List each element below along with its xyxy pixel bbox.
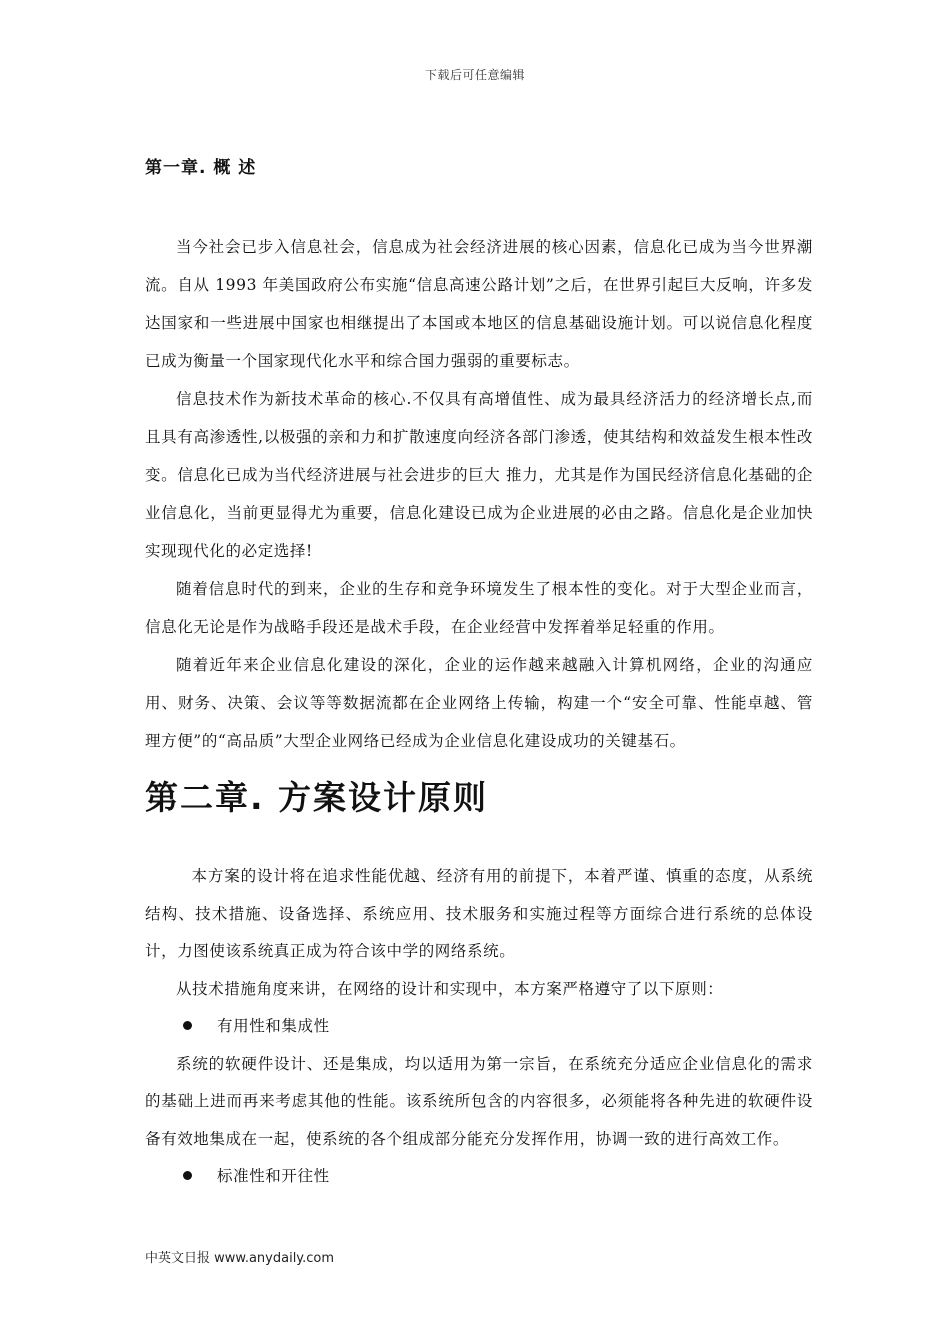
- chapter-2-body: [145, 858, 813, 1196]
- bullet-item: [145, 1008, 813, 1046]
- paragraph: 随着近年来企业信息化建设的深化，企业的运作越来越融入计算机网络，企业的沟通应用、财务、决策、会议等等数据流都在企业网络上传输，构建一个“安全可靠、性能卓越、管理方便”的“高品质”大型企业网络已经成为企业信息化建设成功的关键基石。: [145, 656, 813, 750]
- paragraph: 当今社会已步入信息社会，信息成为社会经济进展的核心因素，信息化已成为当今世界潮流。自从 1993 年美国政府公布实施“信息高速公路计划”之后，在世界引起巨大反响，许多发达国家和一些进展中国家也相继提出了本国或本地区的信息基础设施计划。可以说信息化程度已成为衡量一个国家现代化水平和综合国力强弱的重要标志。: [145, 238, 813, 370]
- chapter-2-title: 第二章. 方案设计原则: [145, 778, 489, 817]
- bullet-label: 有用性和集成性: [217, 1017, 330, 1035]
- paragraph: 随着信息时代的到来，企业的生存和竞争环境发生了根本性的变化。对于大型企业而言，信息化无论是作为战略手段还是战术手段，在企业经营中发挥着举足轻重的作用。: [145, 580, 813, 636]
- chapter-1-title: 第一章. 概 述: [145, 158, 257, 178]
- bullet-dot-icon: [183, 1171, 192, 1180]
- bullet-label: 标准性和开往性: [217, 1167, 330, 1185]
- paragraph: 从技术措施角度来讲，在网络的设计和实现中，本方案严格遵守了以下原则：: [176, 979, 724, 998]
- chapter-1-body: [145, 228, 813, 760]
- paragraph: 本方案的设计将在追求性能优越、经济有用的前提下，本着严谨、慎重的态度，从系统结构、技术措施、设备选择、系统应用、技术服务和实施过程等方面综合进行系统的总体设计，力图使该系统真正成为符合该中学的网络系统。: [145, 867, 813, 960]
- page-header: 下载后可任意编辑: [424, 68, 525, 82]
- bullet-item: [145, 1158, 813, 1196]
- page-footer: 中英文日报 www.anydaily.com: [145, 1251, 335, 1266]
- paragraph: 信息技术作为新技术革命的核心.不仅具有高增值性、成为最具经济活力的经济增长点,而且具有高渗透性,以极强的亲和力和扩散速度向经济各部门渗透，使其结构和效益发生根本性改变。信息化已成为当代经济进展与社会进步的巨大 推力，尤其是作为国民经济信息化基础的企业信息化，当前更显得尤为重要，信息化建设已成为企业进展的必由之路。信息化是企业加快实现现代化的必定选择!: [145, 390, 813, 560]
- bullet-dot-icon: [183, 1021, 192, 1030]
- paragraph: 系统的软硬件设计、还是集成，均以适用为第一宗旨，在系统充分适应企业信息化的需求的基础上进而再来考虑其他的性能。该系统所包含的内容很多，必须能将各种先进的软硬件设备有效地集成在一起，使系统的各个组成部分能充分发挥作用，协调一致的进行高效工作。: [145, 1054, 813, 1148]
